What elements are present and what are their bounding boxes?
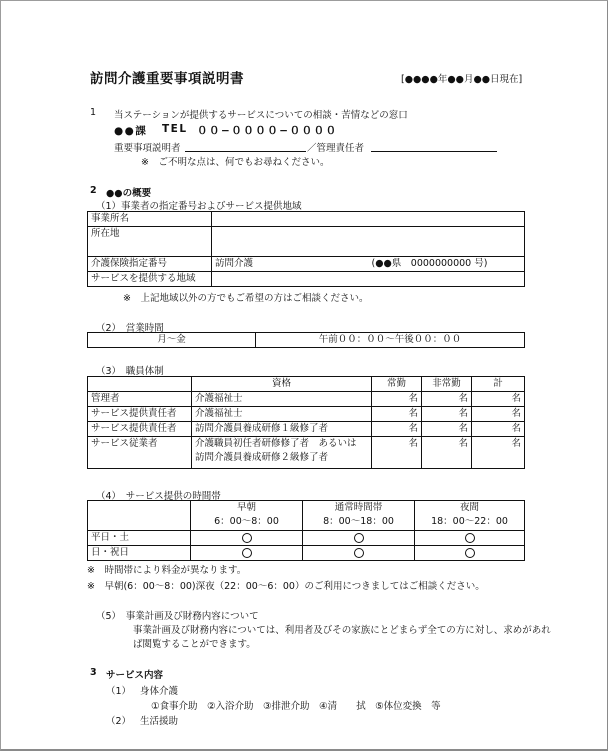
section-2-heading: ●●の概要 [106, 188, 152, 199]
available-circle-icon [354, 533, 364, 543]
staff-fulltime: 名 [372, 407, 422, 422]
staff-qualification [192, 437, 372, 469]
section-1-heading: 当ステーションが提供するサービスについての相談・苦情などの窓口 [114, 110, 408, 121]
manager-label: ／管理責任者 [307, 143, 365, 154]
office-name-value [212, 212, 525, 227]
as-of-date: [●●●●年●●月●●日現在] [401, 74, 523, 85]
tel-number: ００−００００−００００ [197, 125, 338, 137]
area-note: ※ 上記地域以外の方でもご希望の方はご相談ください。 [123, 293, 369, 304]
section-3-heading: サービス内容 [106, 670, 164, 681]
staff-role: サービス提供責任者 [88, 422, 192, 437]
business-hours: 午前００：００～午後００：００ [256, 333, 525, 348]
time-band-note-1: ※ 時間帯により料金が異なります。 [87, 565, 247, 576]
subsection-business-hours: （2） 営業時間 [96, 323, 164, 334]
time-band-range: 18：00～22：00 [431, 516, 508, 527]
staff-fulltime: 名 [372, 392, 422, 407]
staff-parttime: 名 [422, 407, 472, 422]
section-3-number: 3 [90, 667, 97, 678]
staff-qualification: 介護福祉士 [192, 392, 372, 407]
section-1-number: 1 [90, 107, 97, 118]
time-band-note-2: ※ 早朝(6：00～8：00)深夜（22：00～6：00）のご利用につきましてはご相談ください。 [87, 581, 485, 592]
time-band-name: 早朝 [236, 502, 256, 513]
section-2-number: 2 [90, 185, 97, 196]
table-row [88, 531, 525, 546]
holiday-label: 日・祝日 [88, 546, 191, 561]
business-hours-table [87, 332, 525, 348]
table-row [88, 407, 525, 422]
document-title: 訪問介護重要事項説明書 [90, 71, 244, 87]
staff-parttime: 名 [422, 392, 472, 407]
time-band-corner [88, 501, 191, 531]
staff-header-role [88, 377, 192, 392]
service-area-label: サービスを提供する地域 [88, 272, 212, 287]
office-info-table [87, 211, 525, 287]
subsection-staff: （3） 職員体制 [96, 366, 164, 377]
tel-label: TEL [162, 123, 188, 135]
staff-role: サービス提供責任者 [88, 407, 192, 422]
subsection-2-number: （2） [106, 716, 132, 727]
table-row [88, 422, 525, 437]
business-plan-text-2: ば閲覧することができます。 [133, 639, 256, 650]
available-circle-icon [242, 548, 252, 558]
service-type: 訪問介護 [212, 257, 362, 272]
staff-qualification: 訪問介護員養成研修１級修了者 [192, 422, 372, 437]
staff-total: 名 [472, 392, 525, 407]
subsection-designation-area: （1）事業者の指定番号およびサービス提供地域 [96, 201, 302, 212]
staff-header-parttime: 非常勤 [422, 377, 472, 392]
contact-department: ●●課 [114, 125, 148, 137]
staff-total: 名 [472, 422, 525, 437]
time-band-early [191, 501, 303, 531]
staff-fulltime: 名 [372, 437, 422, 469]
available-circle-icon [465, 548, 475, 558]
available-circle-icon [465, 533, 475, 543]
available-circle-icon [354, 548, 364, 558]
staff-header-fulltime: 常勤 [372, 377, 422, 392]
office-name-label: 事業所名 [88, 212, 212, 227]
manager-signature-line [371, 151, 497, 152]
staff-qualification-line-2: 訪問介護員養成研修２級修了者 [195, 452, 329, 463]
staff-role: 管理者 [88, 392, 192, 407]
time-band-range: 8：00～18：00 [323, 516, 394, 527]
service-area-value [212, 272, 525, 287]
subsection-time-bands: （4） サービス提供の時間帯 [96, 491, 221, 502]
table-row [88, 437, 525, 469]
staff-parttime: 名 [422, 437, 472, 469]
table-row [88, 546, 525, 561]
staff-role: サービス従業者 [88, 437, 192, 469]
subsection-business-plan: （5） 事業計画及び財務内容について [96, 611, 259, 622]
time-band-night [415, 501, 525, 531]
time-band-name: 通常時間帯 [334, 502, 383, 513]
staff-header-qualification: 資格 [192, 377, 372, 392]
prefecture-number: (●●県 0000000000 号) [362, 257, 525, 272]
physical-care-items: ①食事介助 ②入浴介助 ③排泄介助 ④清 拭 ⑤体位変換 等 [151, 701, 441, 712]
time-band-range: 6：00～8：00 [214, 516, 279, 527]
table-row [88, 392, 525, 407]
available-circle-icon [242, 533, 252, 543]
time-band-normal [303, 501, 415, 531]
explainer-signature-line [185, 151, 306, 152]
staff-header-total: 計 [472, 377, 525, 392]
subsection-physical-care: 身体介護 [140, 686, 179, 697]
staff-fulltime: 名 [372, 422, 422, 437]
time-band-name: 夜間 [459, 502, 479, 513]
staff-total: 名 [472, 407, 525, 422]
business-plan-text-1: 事業計画及び財務内容については、利用者及びその家族にとどまらず全ての方に対し、求めがあれ [133, 625, 551, 636]
subsection-1-number: （1） [106, 686, 132, 697]
staff-qualification: 介護福祉士 [192, 407, 372, 422]
staff-parttime: 名 [422, 422, 472, 437]
explainer-label: 重要事項説明者 [114, 143, 181, 154]
staff-total: 名 [472, 437, 525, 469]
inquiry-note: ※ ご不明な点は、何でもお尋ねください。 [141, 157, 330, 168]
subsection-daily-support: 生活援助 [140, 716, 179, 727]
weekday-label: 平日・土 [88, 531, 191, 546]
business-days: 月～金 [88, 333, 256, 348]
time-band-table [87, 500, 525, 561]
staff-table [87, 376, 525, 469]
address-label: 所在地 [88, 227, 212, 257]
address-value [212, 227, 525, 257]
insurance-number-label: 介護保険指定番号 [88, 257, 212, 272]
staff-qualification-line-1: 介護職員初任者研修修了者 あるいは [195, 438, 357, 449]
